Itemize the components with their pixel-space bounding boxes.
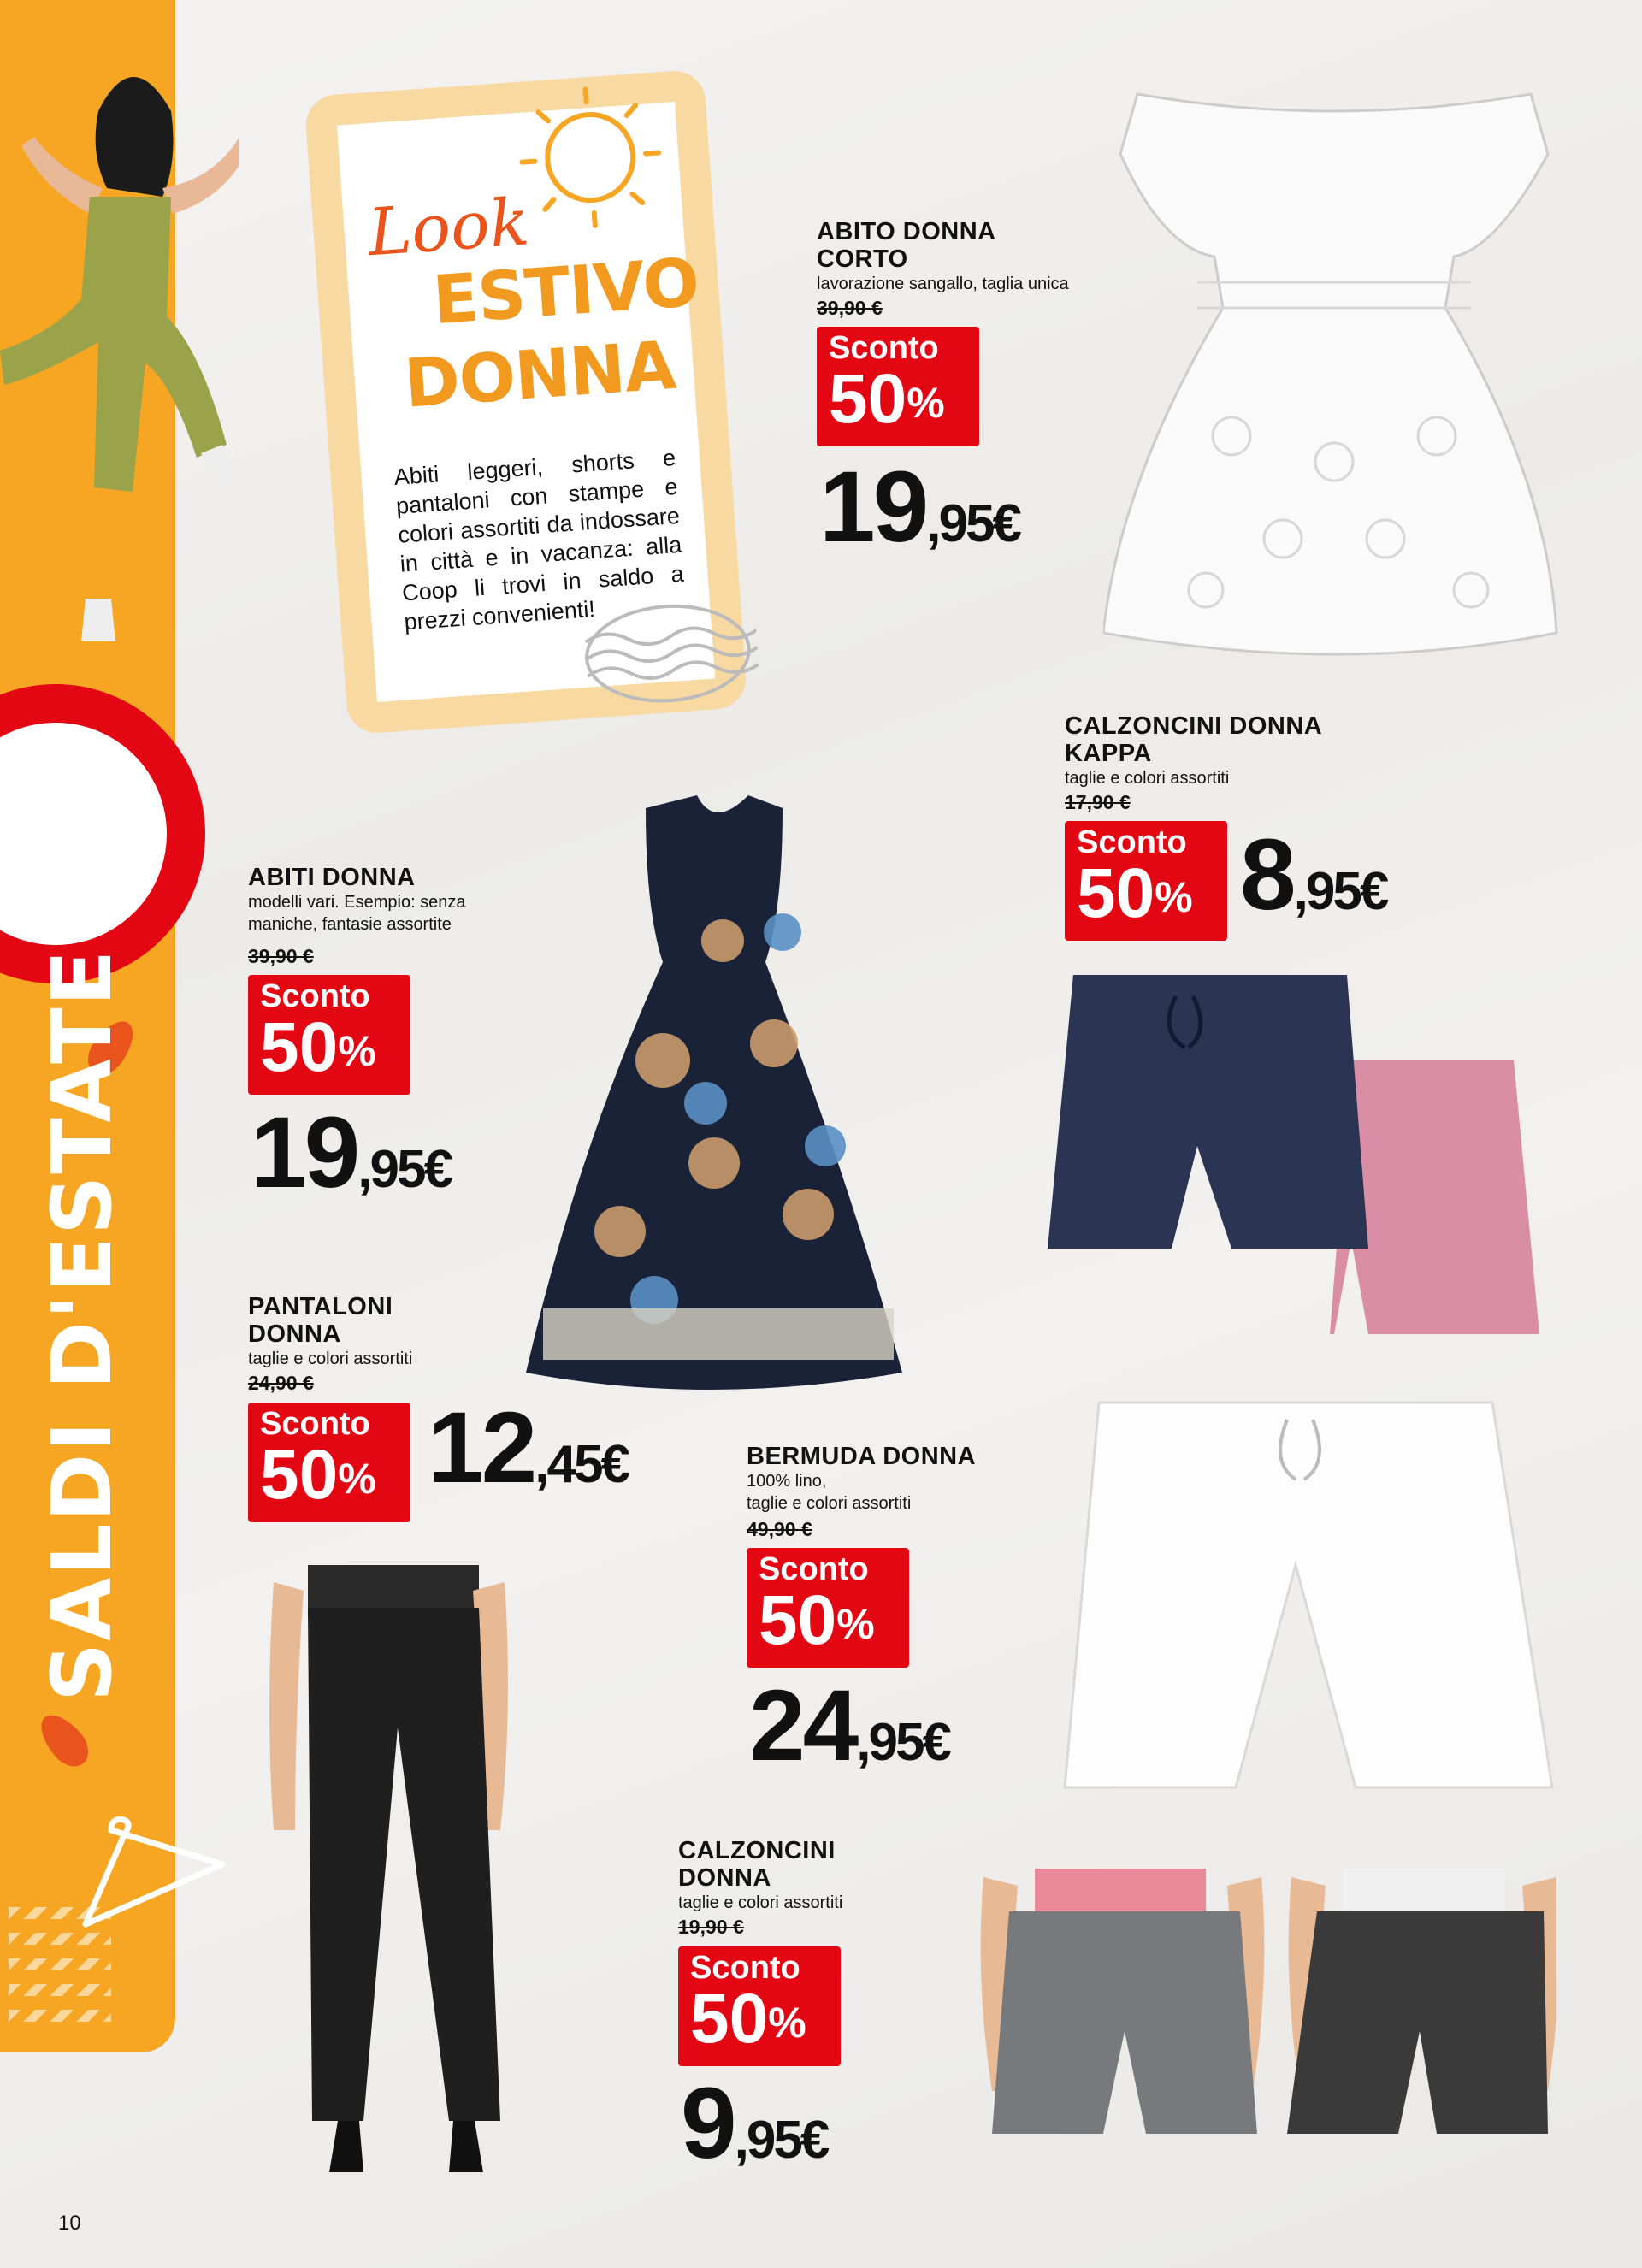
product-name: PANTALONI <box>248 1293 393 1320</box>
white-linen-bermuda-image <box>1048 1385 1561 1813</box>
badge-percent: 50 <box>829 360 907 438</box>
postmark-icon <box>575 592 762 715</box>
product-name: DONNA <box>678 1864 771 1892</box>
price-integer: 24 <box>749 1669 857 1782</box>
zigzag-decoration <box>9 1984 111 1996</box>
grey-and-black-shorts-image <box>966 1869 1556 2194</box>
old-price: 39,90 € <box>248 945 314 967</box>
white-eyelet-dress-image <box>1103 77 1565 676</box>
product-name: ABITO DONNA <box>817 218 996 245</box>
hanger-icon <box>77 1813 231 1941</box>
badge-percent: 50 <box>260 1008 339 1086</box>
product-name: CALZONCINI DONNA <box>1065 712 1323 740</box>
product-name: CALZONCINI <box>678 1837 836 1864</box>
old-price: 17,90 € <box>1065 791 1131 813</box>
stamp-body-text: Abiti leggeri, shorts e pantaloni con stampe e colori assortiti da indossare in città e in vacanza: alla Coop li trovi in saldo a prezzi convenienti! <box>393 444 685 635</box>
old-price: 19,90 € <box>678 1916 744 1938</box>
badge-label: Sconto <box>1077 824 1187 860</box>
product-name: ABITI DONNA <box>248 864 416 891</box>
product-description: 100% lino, <box>747 1472 827 1491</box>
sidebar-label: SALDI D'ESTATE <box>34 948 130 1702</box>
product-description: lavorazione sangallo, taglia unica <box>817 275 1069 293</box>
product-name: DONNA <box>248 1320 341 1348</box>
palm-print-dress-image <box>526 787 911 1394</box>
promo-stamp-card <box>316 82 735 723</box>
price-integer: 19 <box>251 1096 358 1209</box>
badge-percent: 50 <box>690 1980 769 2058</box>
badge-label: Sconto <box>260 1406 370 1442</box>
percent-sign: % <box>338 1455 376 1503</box>
stamp-script-word: Look <box>365 183 532 271</box>
discount-badge <box>747 1548 909 1668</box>
product-description: maniche, fantasie assortite <box>248 915 452 934</box>
sale-price <box>681 2065 827 2182</box>
discount-badge <box>678 1946 841 2066</box>
sale-price <box>251 1095 451 1211</box>
badge-percent: 50 <box>1077 854 1155 932</box>
woman-in-jumpsuit-image <box>0 51 239 667</box>
old-price: 24,90 € <box>248 1372 314 1394</box>
price-decimal: ,95€ <box>1293 862 1387 921</box>
product-description: taglie e colori assortiti <box>1065 769 1230 788</box>
price-integer: 8 <box>1240 818 1294 931</box>
percent-sign: % <box>338 1027 376 1075</box>
badge-label: Sconto <box>829 330 939 366</box>
badge-label: Sconto <box>260 978 370 1014</box>
discount-badge <box>248 1403 410 1522</box>
price-decimal: ,95€ <box>357 1140 451 1199</box>
percent-sign: % <box>836 1600 875 1648</box>
badge-percent: 50 <box>759 1581 837 1659</box>
percent-sign: % <box>768 1999 806 2047</box>
badge-percent: 50 <box>260 1436 339 1514</box>
price-integer: 19 <box>819 451 927 564</box>
stamp-headline: DONNA <box>402 327 678 423</box>
sale-price <box>428 1390 628 1506</box>
discount-badge <box>248 975 410 1095</box>
kappa-shorts-image <box>1048 971 1539 1347</box>
old-price: 39,90 € <box>817 297 883 319</box>
product-description: taglie e colori assortiti <box>678 1893 843 1912</box>
product-name: BERMUDA DONNA <box>747 1443 977 1470</box>
discount-badge <box>817 327 979 446</box>
zigzag-decoration <box>9 2010 111 2022</box>
discount-badge <box>1065 821 1227 941</box>
old-price: 49,90 € <box>747 1518 812 1540</box>
price-decimal: ,45€ <box>535 1435 628 1494</box>
zigzag-decoration <box>9 1958 111 1970</box>
black-trousers-image <box>257 1565 539 2198</box>
product-description: taglie e colori assortiti <box>248 1350 413 1368</box>
price-decimal: ,95€ <box>856 1713 949 1772</box>
price-integer: 12 <box>428 1391 535 1504</box>
stamp-headline: ESTIVO <box>430 244 701 340</box>
sale-price <box>819 449 1019 565</box>
percent-sign: % <box>907 379 945 427</box>
price-decimal: ,95€ <box>926 494 1019 553</box>
product-description: taglie e colori assortiti <box>747 1494 912 1513</box>
sale-price <box>749 1668 949 1784</box>
percent-sign: % <box>1155 873 1193 921</box>
price-integer: 9 <box>681 2067 735 2180</box>
badge-label: Sconto <box>759 1551 869 1587</box>
product-name: CORTO <box>817 245 908 273</box>
product-name: KAPPA <box>1065 740 1152 767</box>
price-decimal: ,95€ <box>734 2111 828 2170</box>
page-number: 10 <box>58 2212 81 2235</box>
badge-label: Sconto <box>690 1950 800 1986</box>
sale-price <box>1240 817 1386 933</box>
product-description: modelli vari. Esempio: senza <box>248 893 466 912</box>
